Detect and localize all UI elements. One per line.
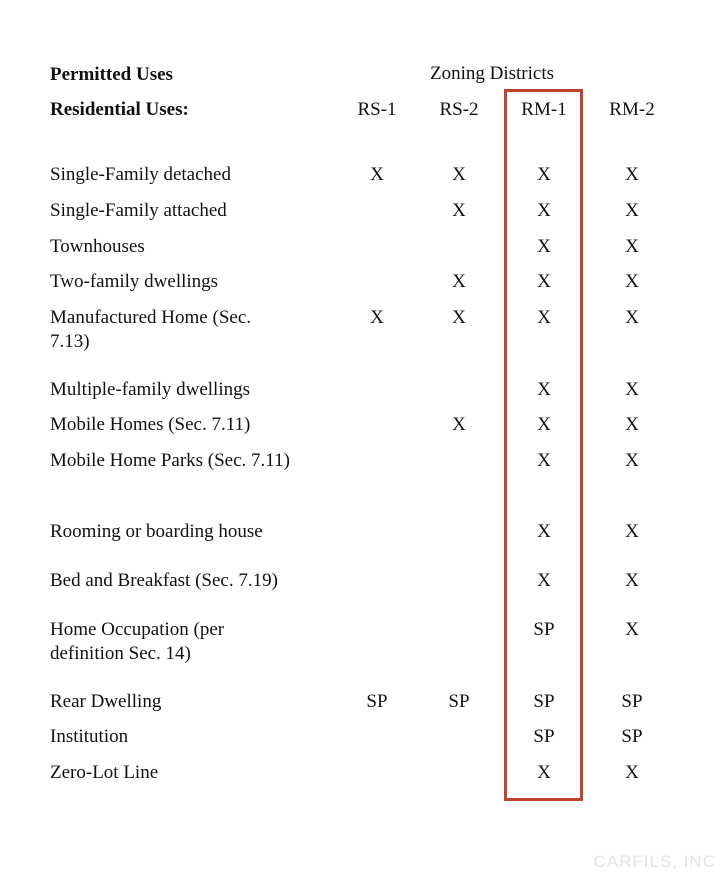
use-label: Institution <box>50 726 129 747</box>
residential-uses-heading: Residential Uses: <box>50 99 189 120</box>
use-label: Manufactured Home (Sec. 7.13) <box>50 307 252 352</box>
column-header-rs-1: RS-1 <box>357 99 397 120</box>
use-label: Mobile Homes (Sec. 7.11) <box>50 414 251 435</box>
cell-rm-2: X <box>625 271 639 292</box>
cell-rm-1: X <box>537 200 551 221</box>
cell-rs-2: X <box>452 307 466 328</box>
cell-rm-1: SP <box>533 691 555 712</box>
cell-rm-2: X <box>625 762 639 783</box>
cell-rm-2: X <box>625 164 639 185</box>
cell-rm-2: SP <box>621 691 643 712</box>
cell-rm-2: X <box>625 200 639 221</box>
use-label: Two-family dwellings <box>50 271 219 292</box>
cell-rm-1: X <box>537 570 551 591</box>
use-label: Zero-Lot Line <box>50 762 159 783</box>
cell-rm-2: X <box>625 619 639 640</box>
use-label: Single-Family detached <box>50 164 231 185</box>
use-label: Bed and Breakfast (Sec. 7.19) <box>50 570 278 591</box>
cell-rm-2: X <box>625 379 639 400</box>
cell-rm-2: X <box>625 450 639 471</box>
cell-rs-1: X <box>370 307 384 328</box>
watermark: CARFILS, INC <box>593 852 716 871</box>
cell-rm-1: X <box>537 379 551 400</box>
use-label: Home Occupation (per definition Sec. 14) <box>50 619 225 664</box>
cell-rm-2: X <box>625 236 639 257</box>
cell-rm-2: X <box>625 570 639 591</box>
cell-rs-2: X <box>452 414 466 435</box>
cell-rs-1: X <box>370 164 384 185</box>
cell-rm-1: X <box>537 762 551 783</box>
cell-rm-2: X <box>625 414 639 435</box>
cell-rs-2: X <box>452 271 466 292</box>
use-label: Rooming or boarding house <box>50 521 263 542</box>
column-header-rs-2: RS-2 <box>439 99 479 120</box>
use-label: Multiple-family dwellings <box>50 379 251 400</box>
cell-rm-2: X <box>625 307 639 328</box>
cell-rm-1: X <box>537 236 551 257</box>
cell-rs-2: SP <box>448 691 470 712</box>
cell-rm-1: X <box>537 521 551 542</box>
cell-rs-2: X <box>452 200 466 221</box>
cell-rm-1: SP <box>533 619 555 640</box>
cell-rs-2: X <box>452 164 466 185</box>
zoning-districts-heading: Zoning Districts <box>430 63 555 84</box>
use-label: Rear Dwelling <box>50 691 162 712</box>
cell-rm-1: SP <box>533 726 555 747</box>
column-header-rm-1: RM-1 <box>521 99 567 120</box>
cell-rm-2: SP <box>621 726 643 747</box>
cell-rm-1: X <box>537 450 551 471</box>
cell-rm-1: X <box>537 164 551 185</box>
cell-rm-1: X <box>537 414 551 435</box>
cell-rm-1: X <box>537 271 551 292</box>
use-label: Single-Family attached <box>50 200 227 221</box>
cell-rm-2: X <box>625 521 639 542</box>
cell-rm-1: X <box>537 307 551 328</box>
permitted-uses-heading: Permitted Uses <box>50 64 173 85</box>
use-label: Mobile Home Parks (Sec. 7.11) <box>50 450 290 471</box>
column-header-rm-2: RM-2 <box>609 99 655 120</box>
cell-rs-1: SP <box>366 691 388 712</box>
use-label: Townhouses <box>50 236 145 257</box>
